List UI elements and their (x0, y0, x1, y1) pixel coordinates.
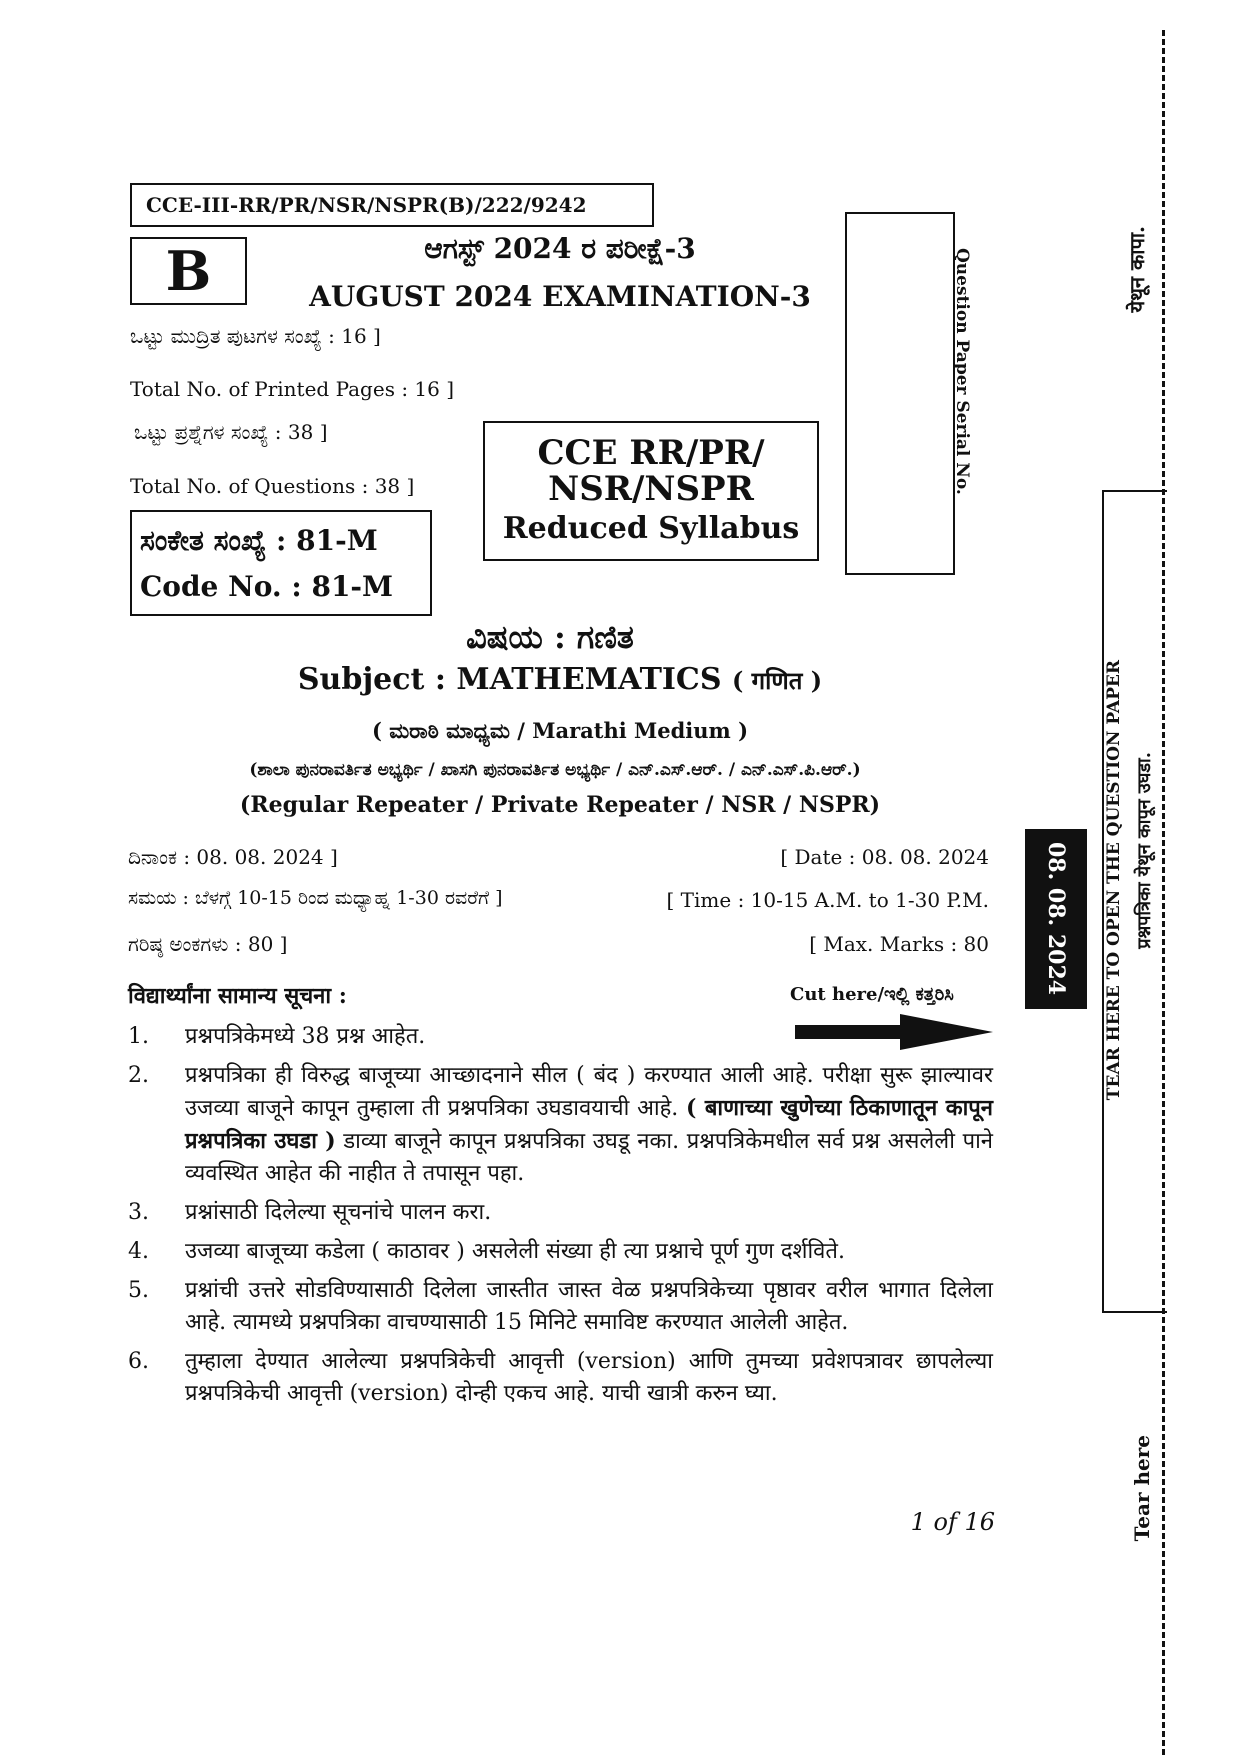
instruction-item: 2. प्रश्नपत्रिका ही विरुद्ध बाजूच्या आच्छादनाने सील ( बंद ) करण्यात आली आहे. परीक्षा सुरू झाल्यावर उजव्या बाजूने कापून तुम्हाला ती प्रश्नपत्रिका उघडावयाची आहे. ( बाणाच्या खुणेच्या ठिकाणातून कापून प्रश्नपत्रिका उघडा ) डाव्या बाजूने कापून प्रश्नपत्रिका उघडू नका. प्रश्नपत्रिकेमधील सर्व प्रश्न असलेली पाने व्यवस्थित आहेत की नाहीत ते तपासून पहा. (128, 1063, 993, 1186)
time-en: [ Time : 10-15 A.M. to 1-30 P.M. (666, 888, 989, 912)
paper-code-box (130, 183, 654, 227)
pages-count-kn: ಒಟ್ಟು ಮುದ್ರಿತ ಪುಟಗಳ ಸಂಖ್ಯೆ : 16 ] (130, 324, 381, 348)
exam-title-kn: ಆಗಸ್ಟ್ 2024 ರ ಪರೀಕ್ಷೆ-3 (424, 232, 696, 265)
date-tab (1025, 829, 1087, 1009)
tear-instruction-en: TEAR HERE TO OPEN THE QUESTION PAPER (1104, 660, 1124, 1101)
instructions-list (128, 1021, 993, 1417)
cce-line3: Reduced Syllabus (502, 511, 800, 546)
tear-here-label: Tear here (1130, 1435, 1154, 1542)
subject-en: Subject : MATHEMATICS (297, 662, 722, 697)
serial-number-label: Question Paper Serial No. (952, 248, 972, 495)
date-tab-text: 08. 08. 2024 (1043, 842, 1069, 996)
code-number-box (130, 510, 432, 616)
instruction-item: 3. प्रश्नांसाठी दिलेल्या सूचनांचे पालन करा. (128, 1200, 492, 1225)
cce-box (483, 421, 819, 561)
subject-line (270, 662, 850, 697)
version-letter: B (165, 239, 212, 303)
instruction-item: 4. उजव्या बाजूच्या कडेला ( काठावर ) असलेली संख्या ही त्या प्रश्नाचे पूर्ण गुण दर्शविते. (128, 1239, 845, 1264)
cut-here-mr: येथून कापा. (1125, 226, 1149, 313)
paper-code: CCE-III-RR/PR/NSR/NSPR(B)/222/9242 (146, 193, 587, 217)
instruction-item: 5. प्रश्नांची उत्तरे सोडविण्यासाठी दिलेला जास्तीत जास्त वेळ प्रश्नपत्रिकेच्या पृष्ठावर वरील भागात दिलेला आहे. त्यामध्ये प्रश्नपत्रिका वाचण्यासाठी 15 मिनिटे समाविष्ट करण्यात आलेली आहेत. (128, 1278, 993, 1335)
version-box (130, 237, 247, 305)
code-number-kn: ಸಂಕೇತ ಸಂಖ್ಯೆ : 81-M (140, 524, 378, 557)
date-kn: ದಿನಾಂಕ : 08. 08. 2024 ] (128, 845, 338, 869)
marks-kn: ಗರಿಷ್ಠ ಅಂಕಗಳು : 80 ] (128, 932, 288, 956)
subject-kn: ವಿಷಯ : ಗಣಿತ (466, 618, 634, 656)
code-number-en: Code No. : 81-M (140, 570, 394, 603)
time-kn: ಸಮಯ : ಬೆಳಗ್ಗೆ 10-15 ರಿಂದ ಮಧ್ಯಾಹ್ನ 1-30 ರವರೆಗೆ ] (128, 887, 503, 909)
cce-line2: NSR/NSPR (548, 469, 754, 509)
candidates-kn: (ಶಾಲಾ ಪುನರಾವರ್ತಿತ ಅಭ್ಯರ್ಥಿ / ಖಾಸಗಿ ಪುನರಾವರ್ತಿತ ಅಭ್ಯರ್ಥಿ / ಎನ್.ಎಸ್.ಆರ್. / ಎನ್.ಎಸ್.ಪಿ.ಆರ್.) (249, 760, 861, 780)
questions-count-en: Total No. of Questions : 38 ] (130, 474, 415, 498)
marks-en: [ Max. Marks : 80 (809, 932, 989, 956)
subject-mr: ( गणित ) (731, 666, 823, 695)
instruction-item: 1. प्रश्नपत्रिकेमध्ये 38 प्रश्न आहेत. (128, 1024, 426, 1049)
tear-instruction-mr: प्रश्नपत्रिका येथून कापून उघडा. (1134, 752, 1155, 949)
pages-count-en: Total No. of Printed Pages : 16 ] (130, 377, 455, 401)
instructions-heading: विद्यार्थ्यांना सामान्य सूचना : (128, 983, 347, 1009)
medium: ( ಮರಾಠಿ ಮಾಧ್ಯಮ / Marathi Medium ) (371, 718, 749, 743)
cut-here-label: Cut here/ಇಲ್ಲಿ ಕತ್ತರಿಸಿ (790, 984, 954, 1005)
instruction-item: 6. तुम्हाला देण्यात आलेल्या प्रश्नपत्रिकेची आवृत्ती (version) आणि तुमच्या प्रवेशपत्रावर छापलेल्या प्रश्नपत्रिकेची आवृत्ती (version) दोन्ही एकच आहे. याची खात्री करुन घ्या. (128, 1349, 993, 1406)
page-number: 1 of 16 (910, 1508, 995, 1536)
candidates-en: (Regular Repeater / Private Repeater / NSR / NSPR) (239, 792, 881, 818)
date-en: [ Date : 08. 08. 2024 (780, 845, 989, 869)
questions-count-kn: ಒಟ್ಟು ಪ್ರಶ್ನೆಗಳ ಸಂಖ್ಯೆ : 38 ] (134, 420, 328, 444)
cce-line1: CCE RR/PR/ (537, 433, 765, 473)
serial-number-box (845, 212, 955, 575)
exam-title-en: AUGUST 2024 EXAMINATION-3 (309, 280, 811, 313)
